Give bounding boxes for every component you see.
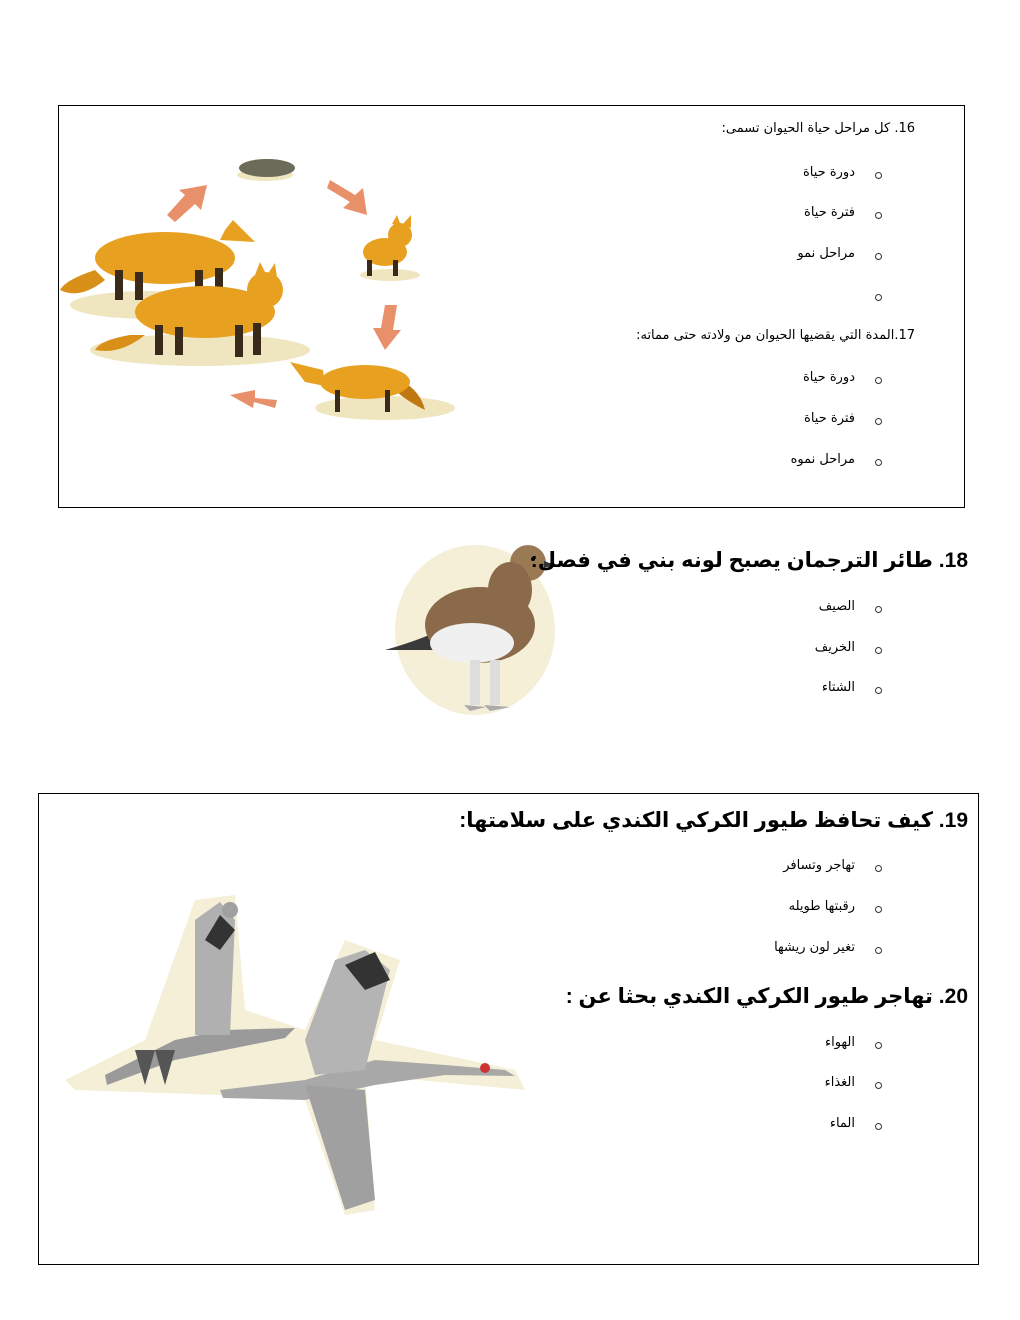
q20-option-1-label: الهواء: [824, 1035, 855, 1050]
q20-option-2-radio[interactable]: [875, 1082, 882, 1089]
q17-option-3-label: مراحل نموه: [790, 452, 855, 467]
q16-option-3-radio[interactable]: [875, 253, 882, 260]
q17-option-2-label: فترة حياة: [804, 411, 855, 426]
question-20-number: 20.: [938, 985, 968, 1008]
q18-option-1-radio[interactable]: [875, 606, 882, 613]
newborn-fox-icon: [239, 159, 295, 177]
q16-option-1-label: دورة حياة: [802, 165, 855, 180]
young-fox-icon: [363, 215, 412, 276]
q18-option-2-radio[interactable]: [875, 647, 882, 654]
q18-option-3-radio[interactable]: [875, 687, 882, 694]
q16-option-2-label: فترة حياة: [804, 205, 855, 220]
question-18: [531, 548, 968, 573]
question-19-text: كيف تحافظ طيور الكركي الكندي على سلامتها:: [459, 809, 933, 832]
q19-option-2-radio[interactable]: [875, 906, 882, 913]
question-19-number: 19.: [938, 809, 968, 832]
q20-option-3-label: الماء: [829, 1116, 855, 1131]
question-17: [636, 328, 915, 343]
q20-option-2-label: الغذاء: [824, 1075, 855, 1090]
q18-option-1-label: الصيف: [818, 599, 855, 614]
q16-option-2-radio[interactable]: [875, 212, 882, 219]
question-16: [722, 121, 915, 136]
q17-option-3-radio[interactable]: [875, 459, 882, 466]
question-18-number: 18.: [938, 549, 968, 572]
q19-option-1-radio[interactable]: [875, 865, 882, 872]
q17-option-1-radio[interactable]: [875, 377, 882, 384]
q16-option-3-label: مراحل نمو: [797, 246, 855, 261]
q16-option-1-radio[interactable]: [875, 172, 882, 179]
q20-option-1-radio[interactable]: [875, 1042, 882, 1049]
question-17-text: المدة التي يقضيها الحيوان من ولادته حتى مماته:: [636, 328, 895, 343]
question-19: [459, 808, 968, 833]
question-17-number: 17.: [894, 328, 915, 343]
question-20: [566, 984, 968, 1009]
q19-option-3-label: تغير لون ريشها: [774, 940, 855, 955]
question-16-text: كل مراحل حياة الحيوان تسمى:: [721, 121, 891, 136]
q19-option-3-radio[interactable]: [875, 947, 882, 954]
q20-option-3-radio[interactable]: [875, 1123, 882, 1130]
question-16-number: 16.: [894, 121, 915, 136]
fox-life-cycle-illustration: [55, 150, 435, 440]
q19-option-1-label: تهاجر وتسافر: [783, 858, 855, 873]
sandhill-cranes-illustration: [45, 890, 535, 1220]
q18-option-3-label: الشتاء: [821, 680, 855, 695]
q17-option-1-label: دورة حياة: [802, 370, 855, 385]
q16-option-4-radio[interactable]: [875, 294, 882, 301]
q19-option-2-label: رقبتها طويله: [788, 899, 855, 914]
q18-option-2-label: الخريف: [814, 640, 855, 655]
question-20-text: تهاجر طيور الكركي الكندي بحثا عن :: [565, 985, 933, 1008]
question-18-text: طائر الترجمان يصبح لونه بني في فصل:: [530, 549, 933, 572]
q17-option-2-radio[interactable]: [875, 418, 882, 425]
